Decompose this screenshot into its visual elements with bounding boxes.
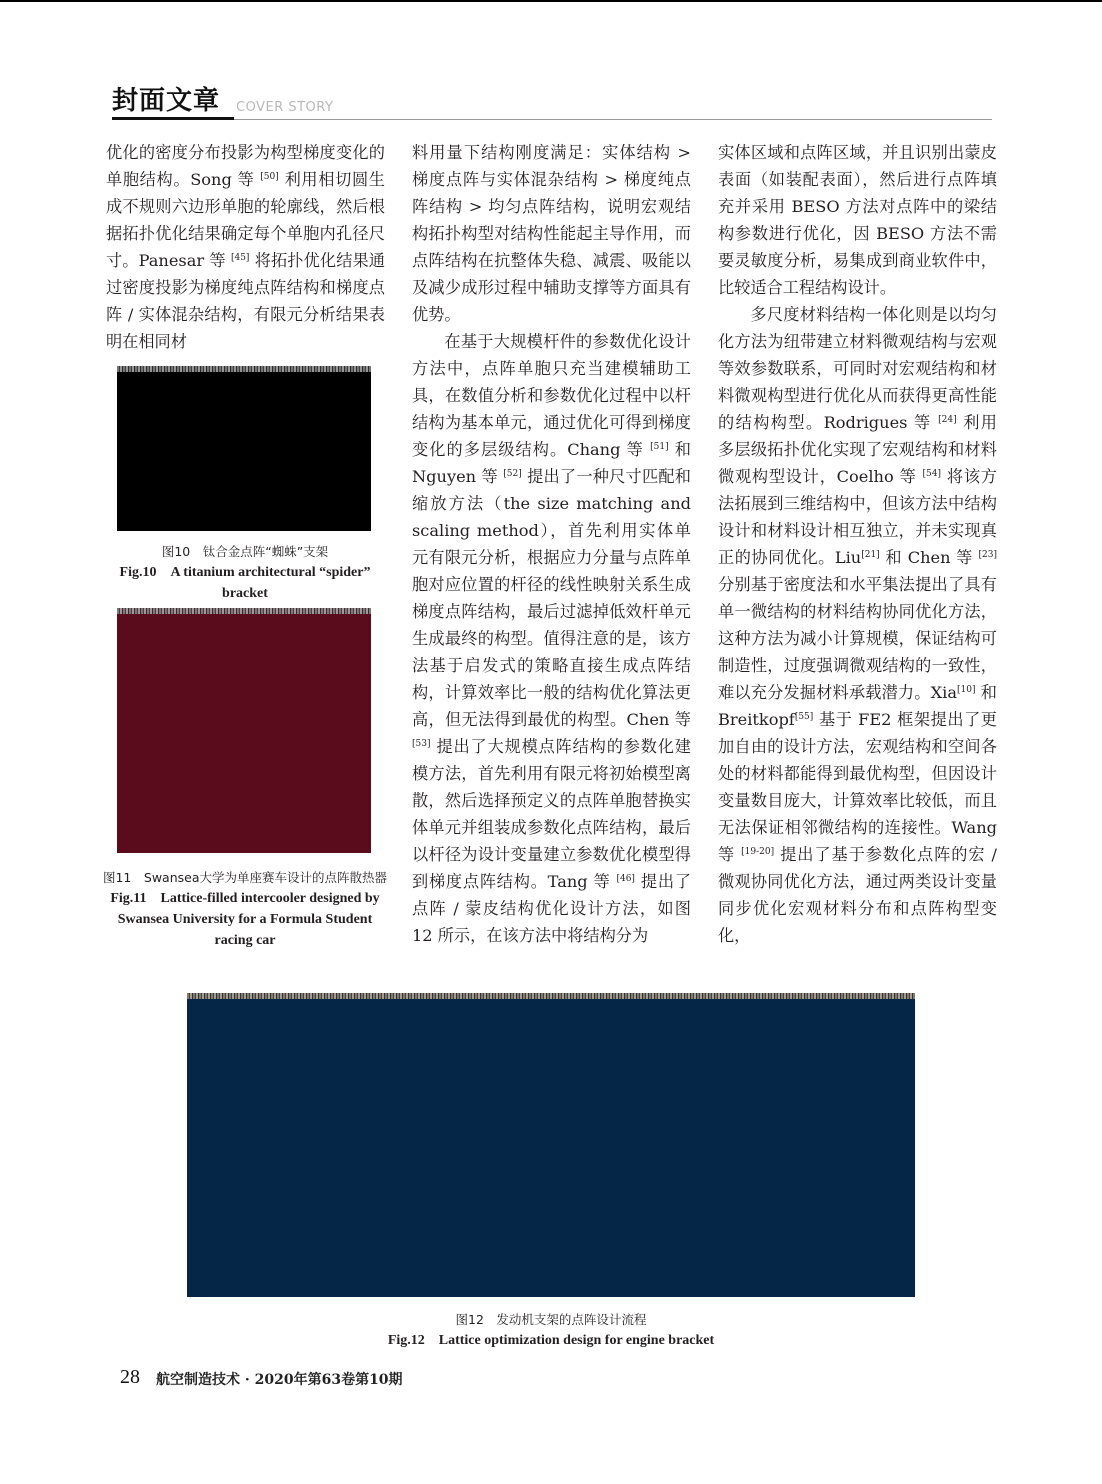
text-run: 利用相切圆生成不规则六边形单胞的轮廓线，然后根据拓扑优化结果确定每个单胞内孔径尺寸。Panesar 等 [106,170,385,270]
text-run: 多尺度材料结构一体化则是以均匀化方法为纽带建立材料微观结构与宏观等效参数联系，可同时对宏观结构和材料微观构型进行优化从而获得更高性能的结构构型。Rodrigues 等 [718,305,997,432]
text-run: 利用多层级拓扑优化实现了宏观结构和材料微观构型设计，Coelho 等 [718,413,997,486]
text-run: 和 Nguyen 等 [412,440,691,486]
paragraph [718,139,997,301]
text-run: 提出了大规模点阵结构的参数化建模方法，首先利用有限元将初始模型离散，然后选择预定义的点阵单胞替换实体单元并组装成参数化点阵结构，最后以杆径为设计变量建立参数优化模型得到梯度点阵结构。Tang 等 [412,737,691,891]
citation-ref: [50] [260,172,279,182]
text-run: 提出了基于参数化点阵的宏 / 微观协同优化方法，通过两类设计变量同步优化宏观材料分布和点阵构型变化， [718,845,997,945]
citation-ref: [46] [616,874,635,884]
paragraph [106,139,385,355]
citation-ref: [23] [978,550,997,560]
text-run: 优化的密度分布投影为构型梯度变化的单胞结构。Song 等 [106,143,385,189]
figure-10-image [117,366,371,531]
text-run: 分别基于密度法和水平集法提出了具有单一微结构的材料结构协同优化方法，这种方法为减小计算规模，保证结构可制造性，过度强调微观结构的一致性，难以充分发掘材料承载潜力。Xia [718,575,997,702]
text-run: 将拓扑优化结果通过密度投影为梯度纯点阵结构和梯度点阵 / 实体混杂结构，有限元分析结果表明在相同材 [106,251,385,351]
citation-ref: [55] [794,712,814,722]
text-run: 提出了点阵 / 蒙皮结构优化设计方法，如图 12 所示，在该方法中将结构分为 [412,872,691,945]
header-rule-thick [112,117,234,120]
citation-ref: [45] [230,253,250,263]
header-rule-thin [234,119,992,120]
figure-12-image [187,993,915,1297]
figure-11-caption [100,867,390,951]
figure-11-caption-cn: 图11 Swansea大学为单座赛车设计的点阵散热器 [102,870,387,885]
section-header [112,80,992,124]
figure-12-caption-en: Fig.12 Lattice optimization design for engine bracket [387,1333,715,1348]
citation-ref: [24] [938,415,957,425]
figure-10-caption-en: Fig.10 A titanium architectural “spider” bracket [119,565,371,601]
journal-info: 航空制造技术 · 2020年第63卷第10期 [156,1372,403,1388]
figure-11-caption-en: Fig.11 Lattice-filled intercooler designed by Swansea University for a Formula Student racing car [110,891,380,948]
section-title-cn: 封面文章 [112,86,221,116]
citation-ref: [54] [922,469,941,479]
paragraph [412,139,691,328]
text-run: 将该方法拓展到三维结构中，但该方法中结构设计和材料设计相互独立，并未实现真正的协同优化。Liu [718,467,997,567]
figure-11-image [117,608,371,853]
text-column-3 [718,139,997,949]
figure-12-caption [300,1309,802,1351]
page-number: 28 [120,1366,140,1388]
paragraph [412,328,691,949]
citation-ref: [52] [503,469,522,479]
section-title-en: COVER STORY [236,100,334,115]
text-run: 料用量下结构刚度满足：实体结构 > 梯度点阵与实体混杂结构 > 梯度纯点阵结构 > 均匀点阵结构，说明宏观结构拓扑构型对结构性能起主导作用，而点阵结构在抗整体失稳、减震、吸能以及减少成形过程中辅助支撑等方面具有优势。 [412,143,691,324]
text-run: 和 Breitkopf [718,683,997,729]
text-column-1 [106,139,385,355]
text-run: 和 Chen 等 [879,548,979,567]
figure-10-caption [100,541,390,604]
text-run: 实体区域和点阵区域，并且识别出蒙皮表面（如装配表面），然后进行点阵填充并采用 BESO 方法对点阵中的梁结构参数进行优化，因 BESO 方法不需要灵敏度分析，易集成到商业软件中，比较适合工程结构设计。 [718,143,997,297]
citation-ref: [21] [861,550,880,560]
page-top-rule [0,0,1102,2]
text-run: 基于 FE2 框架提出了更加自由的设计方法，宏观结构和空间各处的材料都能得到最优构型，但因设计变量数目庞大，计算效率比较低，而且无法保证相邻微结构的连接性。Wang 等 [718,710,997,864]
figure-12-caption-cn: 图12 发动机支架的点阵设计流程 [455,1312,647,1327]
citation-ref: [19-20] [741,847,775,857]
figure-10-caption-cn: 图10 钛合金点阵“蜘蛛”支架 [161,544,329,559]
citation-ref: [53] [412,739,431,749]
citation-ref: [51] [650,442,669,452]
text-run: 在基于大规模杆件的参数优化设计方法中，点阵单胞只充当建模辅助工具，在数值分析和参数优化过程中以杆结构为基本单元，通过优化可得到梯度变化的多层级结构。Chang 等 [412,332,691,459]
citation-ref: [10] [957,685,976,695]
text-run: 提出了一种尺寸匹配和缩放方法（the size matching and scaling method），首先利用实体单元有限元分析，根据应力分量与点阵单胞对应位置的杆径的线性映射关系生成梯度点阵结构，最后过滤掉低效杆单元生成最终的构型。值得注意的是，该方法基于启发式的策略直接生成点阵结构，计算效率比一般的结构优化算法更高，但无法得到最优的构型。Chen 等 [412,467,691,729]
paragraph [718,301,997,949]
text-column-2 [412,139,691,949]
